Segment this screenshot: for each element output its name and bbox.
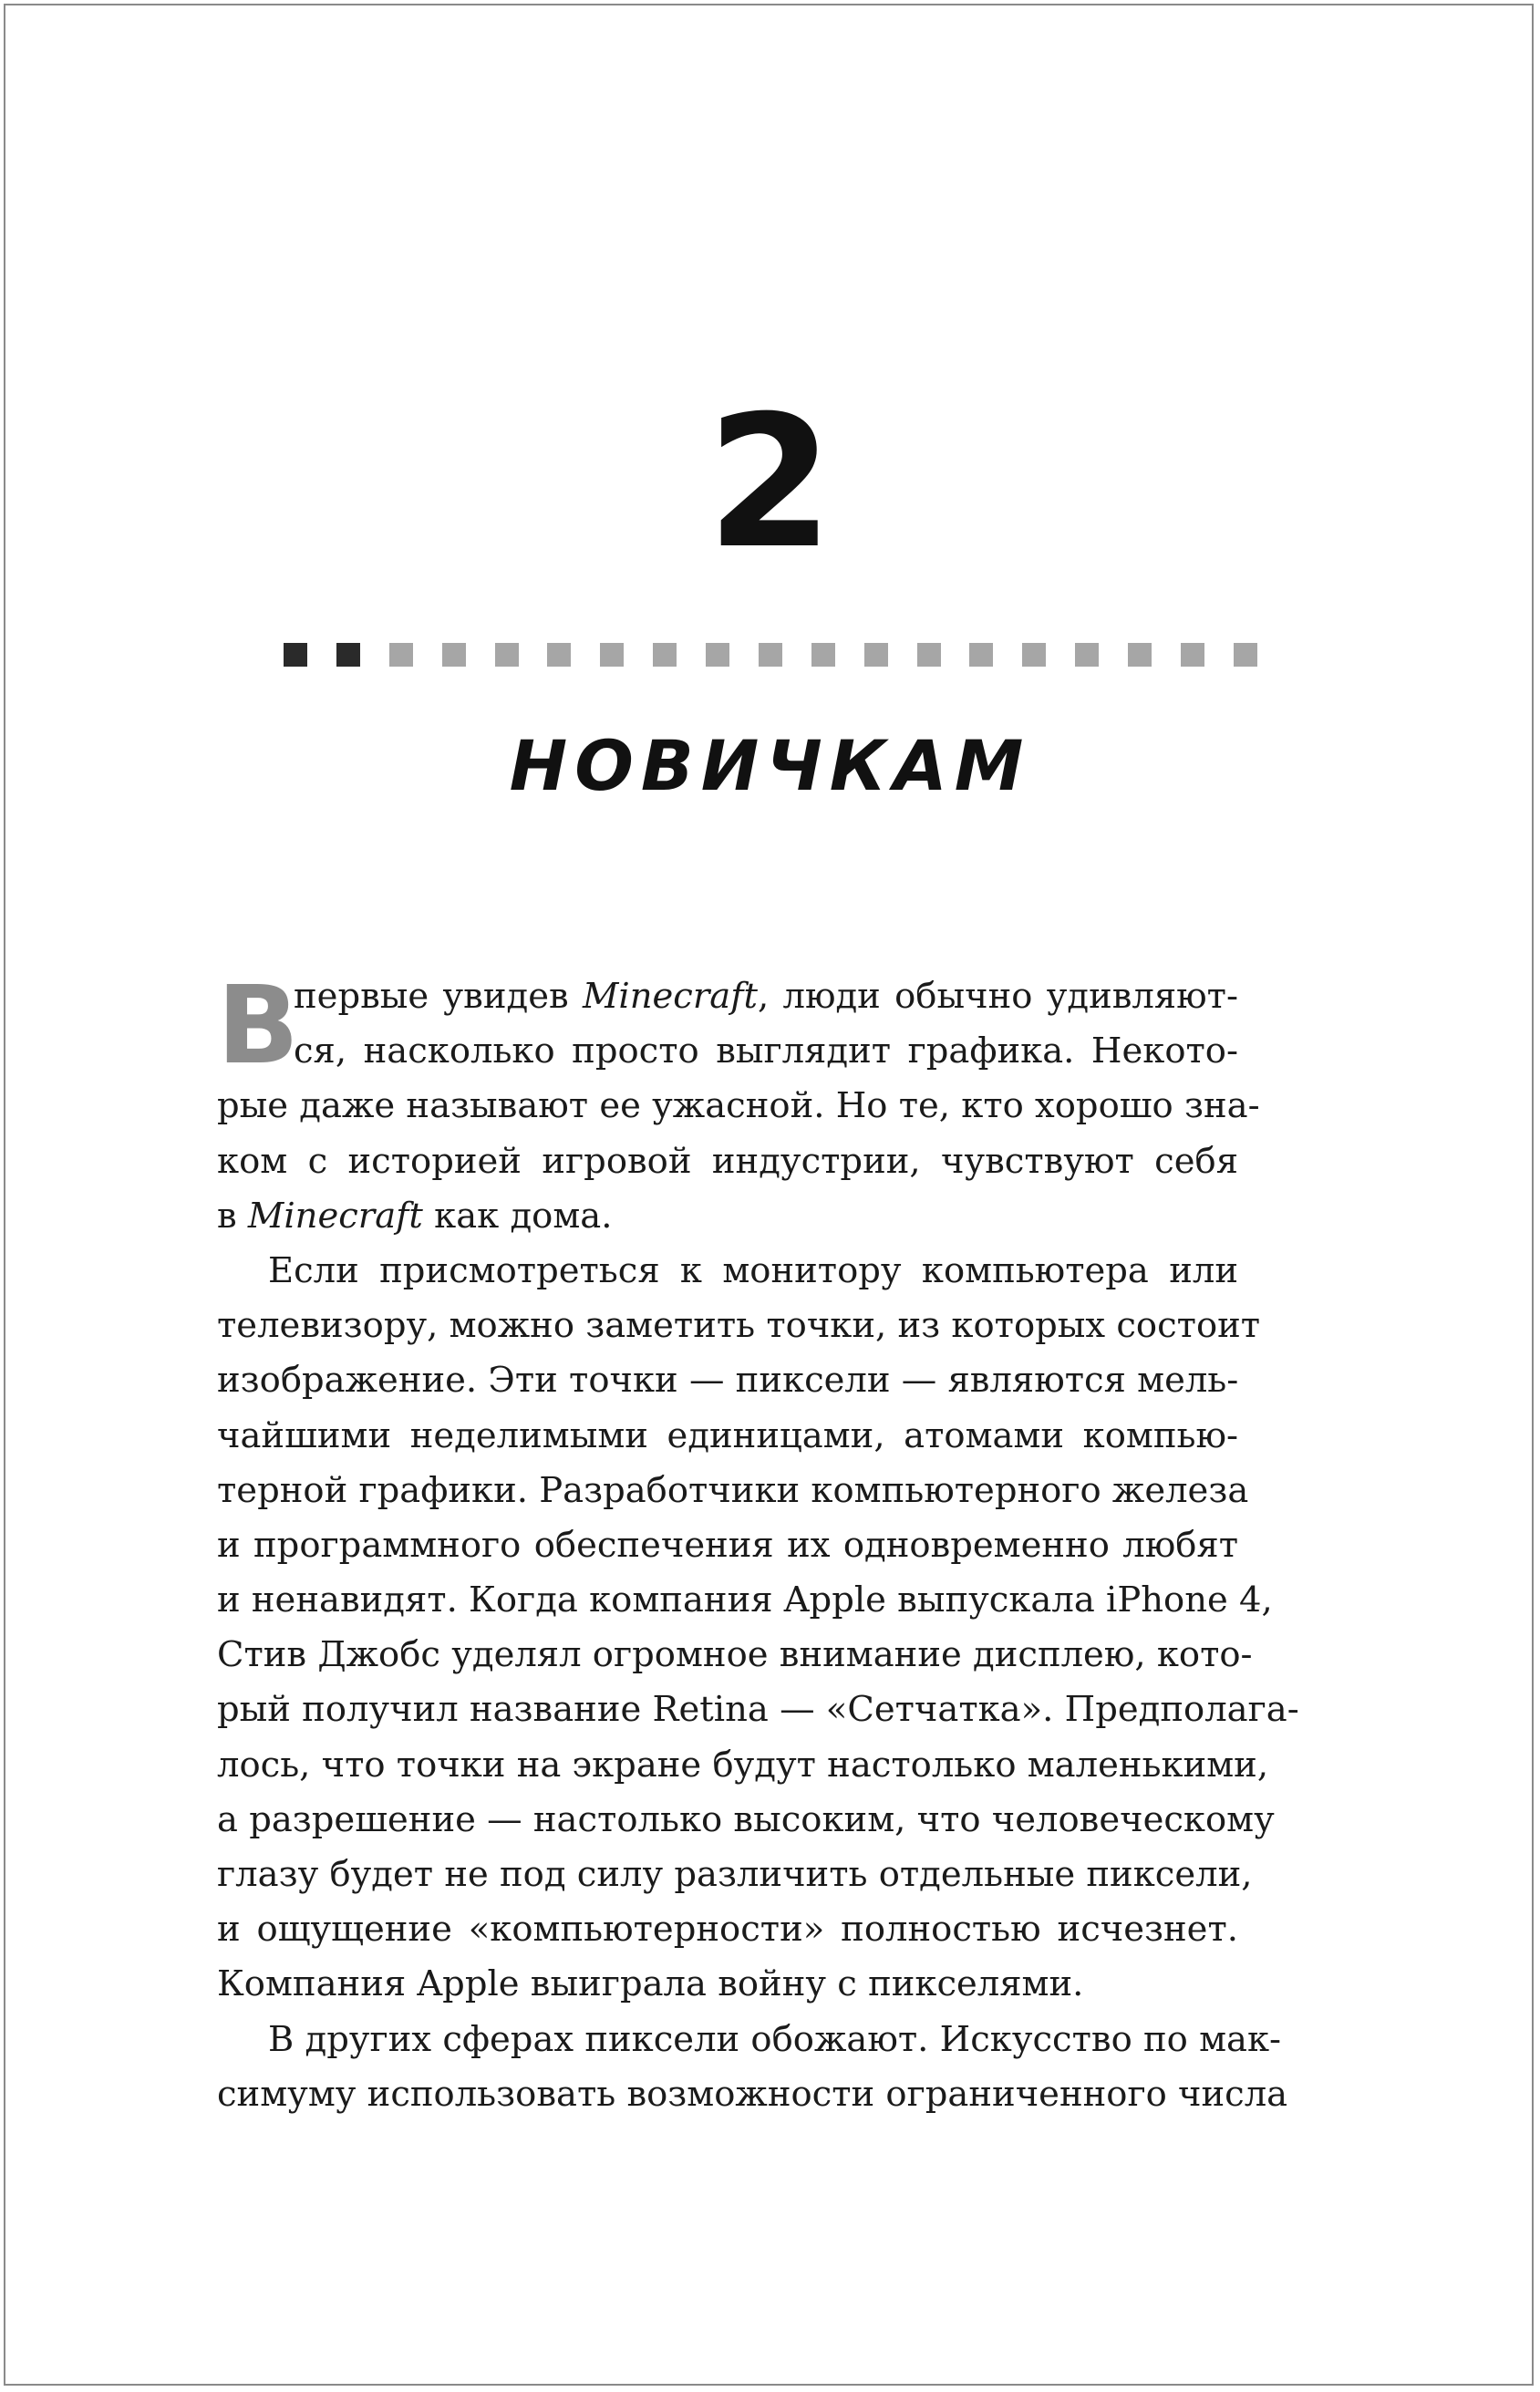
chapter-divider — [284, 643, 1257, 668]
body-line: рые даже называют ее ужасной. Но те, кто хорошо зна- — [217, 1085, 1260, 1127]
divider-square — [653, 643, 677, 667]
divider-square — [442, 643, 466, 667]
divider-square — [706, 643, 729, 667]
body-line: глазу будет не под силу различить отдельные пиксели, — [217, 1854, 1253, 1895]
divider-square — [759, 643, 782, 667]
divider-square — [969, 643, 993, 667]
italic-title: Minecraft — [582, 976, 758, 1017]
divider-square — [547, 643, 571, 667]
body-line — [217, 969, 1238, 1024]
body-text-run: первые увидев — [294, 976, 583, 1017]
divider-square — [811, 643, 835, 667]
body-line: изображение. Эти точки — пиксели — являются мель- — [217, 1360, 1239, 1402]
divider-square — [600, 643, 624, 667]
body-text-run: , люди обычно удивляют- — [757, 976, 1238, 1017]
divider-square — [1075, 643, 1099, 667]
body-line: а разрешение — настолько высоким, что человеческому — [217, 1798, 1275, 1840]
divider-square — [389, 643, 413, 667]
body-line: и ощущение «компьютерности» полностью исчезнет. — [217, 1909, 1238, 1951]
body-line: телевизору, можно заметить точки, из которых состоит — [217, 1305, 1261, 1347]
italic-title: Minecraft — [247, 1195, 423, 1237]
body-text-run: как дома. — [422, 1195, 613, 1237]
divider-square — [336, 643, 360, 667]
body-line: Компания Apple выиграла войну с пикселями. — [217, 1963, 1084, 2005]
body-line: ком с историей игровой индустрии, чувствуют себя — [217, 1140, 1238, 1182]
body-line: рый получил название Retina — «Сетчатка». Предполага- — [217, 1689, 1299, 1731]
chapter-title: НОВИЧКАМ — [509, 725, 1031, 806]
body-line — [217, 1189, 1238, 1244]
divider-square — [495, 643, 519, 667]
body-text-run: в — [217, 1195, 248, 1237]
divider-square — [864, 643, 888, 667]
body-line: терной графики. Разработчики компьютерного железа — [217, 1469, 1249, 1511]
body-line: Если присмотреться к монитору компьютера или — [268, 1249, 1238, 1291]
body-line: В других сферах пиксели обожают. Искусство по мак- — [268, 2018, 1282, 2060]
body-line: и программного обеспечения их одновременно любят — [217, 1524, 1238, 1566]
body-line: лось, что точки на экране будут настолько маленькими, — [217, 1744, 1269, 1786]
chapter-number: 2 — [706, 377, 834, 589]
body-line: Стив Джобс уделял огромное внимание дисплею, кото- — [217, 1634, 1253, 1676]
body-text — [217, 962, 1299, 2122]
body-line: чайшими неделимыми единицами, атомами компью- — [217, 1414, 1238, 1456]
divider-square — [1234, 643, 1257, 667]
body-line: и ненавидят. Когда компания Apple выпускала iPhone 4, — [217, 1579, 1273, 1621]
divider-square — [1181, 643, 1204, 667]
body-line: симуму использовать возможности ограниченного числа — [217, 2073, 1288, 2115]
divider-square — [284, 643, 307, 667]
divider-square — [1128, 643, 1152, 667]
divider-square — [1022, 643, 1046, 667]
body-line: ся, насколько просто выглядит графика. Некото- — [294, 1030, 1238, 1072]
drop-cap: В — [217, 962, 299, 1088]
divider-square — [917, 643, 941, 667]
